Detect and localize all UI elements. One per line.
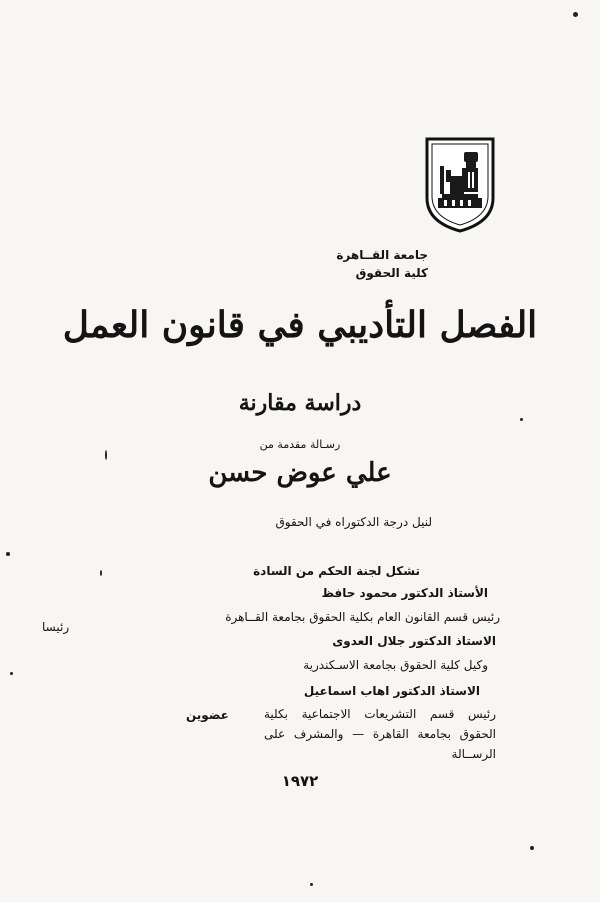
committee-member-name: الأستاذ الدكتور محمود حافظ	[321, 586, 488, 600]
committee-member-role: رئيسا	[42, 620, 70, 634]
scan-speck	[6, 552, 10, 556]
scan-speck	[100, 570, 102, 576]
university-header	[336, 246, 428, 282]
university-name: جامعة القــاهرة	[336, 248, 428, 262]
committee-heading: تشكل لجنة الحكم من السادة	[253, 564, 420, 578]
scan-speck	[105, 450, 107, 460]
committee-member-name: الاستاذ الدكتور اهاب اسماعيل	[303, 684, 480, 698]
scan-speck	[10, 672, 13, 675]
faculty-name: كلية الحقوق	[355, 266, 428, 280]
committee-member-role: عضوين	[186, 708, 229, 722]
thesis-title: الفصل التأديبي في قانون العمل	[62, 304, 538, 346]
committee-member-description: رئيس قسم التشريعات الاجتماعية بكلية الحقوق بجامعة القاهرة — والمشرف على الرســالة	[264, 707, 496, 761]
scan-speck	[520, 418, 523, 421]
scan-speck	[573, 12, 578, 17]
thesis-subtitle: دراسة مقارنة	[238, 390, 362, 416]
scan-speck	[530, 846, 534, 850]
committee-member-name: الاستاذ الدكتور جلال العدوى	[332, 634, 496, 648]
committee-member-description: رئيس قسم القانون العام بكلية الحقوق بجامعة القــاهرة	[225, 610, 500, 624]
author-name: علي عوض حسن	[208, 458, 392, 488]
scan-speck	[310, 883, 313, 886]
thesis-year: ١٩٧٢	[281, 772, 319, 790]
presented-by-label: رسـالة مقدمة من	[259, 438, 341, 451]
committee-member-description: وكيل كلية الحقوق بجامعة الاسـكندرية	[303, 658, 488, 672]
cairo-university-emblem-icon	[424, 136, 496, 234]
degree-line: لنيل درجة الدكتوراه في الحقوق	[275, 515, 432, 529]
